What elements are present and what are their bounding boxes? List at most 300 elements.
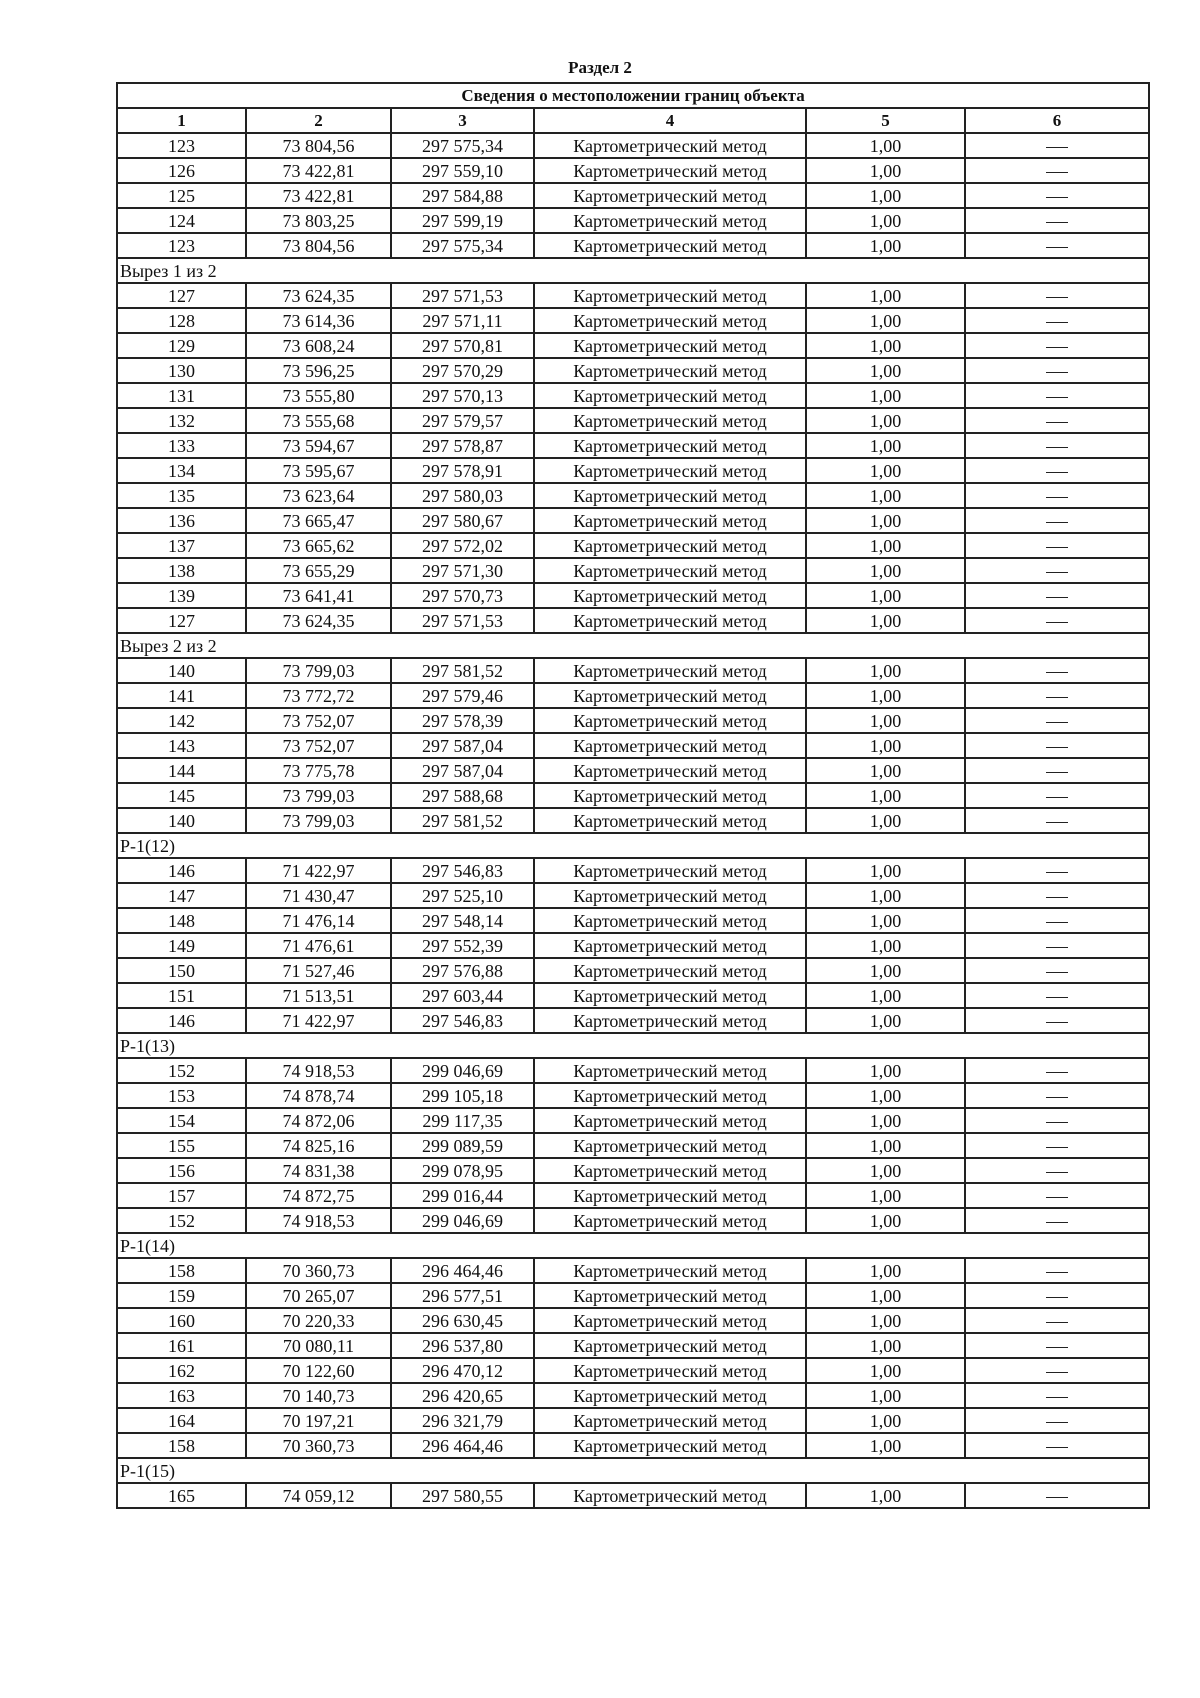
table-row — [117, 1008, 1149, 1033]
y-coordinate-cell: 297 572,02 — [391, 533, 534, 558]
method-cell: Картометрический метод — [534, 333, 806, 358]
description-cell — [965, 458, 1149, 483]
method-cell: Картометрический метод — [534, 533, 806, 558]
accuracy-cell: 1,00 — [806, 308, 965, 333]
description-cell — [965, 408, 1149, 433]
y-coordinate-cell: 297 570,81 — [391, 333, 534, 358]
table-row — [117, 908, 1149, 933]
table-row — [117, 308, 1149, 333]
description-cell — [965, 1283, 1149, 1308]
y-coordinate-cell: 297 581,52 — [391, 658, 534, 683]
point-number-cell: 126 — [117, 158, 246, 183]
dash-mark — [1046, 1172, 1068, 1173]
x-coordinate-cell: 73 624,35 — [246, 283, 391, 308]
point-number-cell: 129 — [117, 333, 246, 358]
accuracy-cell: 1,00 — [806, 358, 965, 383]
method-cell: Картометрический метод — [534, 433, 806, 458]
description-cell — [965, 883, 1149, 908]
dash-mark — [1046, 222, 1068, 223]
x-coordinate-cell: 73 772,72 — [246, 683, 391, 708]
y-coordinate-cell: 297 587,04 — [391, 758, 534, 783]
method-cell: Картометрический метод — [534, 1283, 806, 1308]
accuracy-cell: 1,00 — [806, 233, 965, 258]
point-number-cell: 123 — [117, 233, 246, 258]
x-coordinate-cell: 73 608,24 — [246, 333, 391, 358]
point-number-cell: 149 — [117, 933, 246, 958]
point-number-cell: 139 — [117, 583, 246, 608]
x-coordinate-cell: 73 595,67 — [246, 458, 391, 483]
dash-mark — [1046, 522, 1068, 523]
column-header-row — [117, 108, 1149, 133]
point-number-cell: 151 — [117, 983, 246, 1008]
column-header-2: 2 — [246, 108, 391, 133]
y-coordinate-cell: 297 580,67 — [391, 508, 534, 533]
dash-mark — [1046, 172, 1068, 173]
dash-mark — [1046, 147, 1068, 148]
accuracy-cell: 1,00 — [806, 133, 965, 158]
method-cell: Картометрический метод — [534, 183, 806, 208]
method-cell: Картометрический метод — [534, 933, 806, 958]
y-coordinate-cell: 297 578,87 — [391, 433, 534, 458]
table-row — [117, 283, 1149, 308]
dash-mark — [1046, 997, 1068, 998]
point-number-cell: 165 — [117, 1483, 246, 1508]
dash-mark — [1046, 1372, 1068, 1373]
x-coordinate-cell: 73 804,56 — [246, 133, 391, 158]
dash-mark — [1046, 1122, 1068, 1123]
dash-mark — [1046, 1322, 1068, 1323]
dash-mark — [1046, 297, 1068, 298]
accuracy-cell: 1,00 — [806, 1383, 965, 1408]
dash-mark — [1046, 1072, 1068, 1073]
x-coordinate-cell: 71 430,47 — [246, 883, 391, 908]
point-number-cell: 158 — [117, 1258, 246, 1283]
y-coordinate-cell: 297 525,10 — [391, 883, 534, 908]
method-cell: Картометрический метод — [534, 1183, 806, 1208]
x-coordinate-cell: 73 596,25 — [246, 358, 391, 383]
point-number-cell: 148 — [117, 908, 246, 933]
table-row — [117, 158, 1149, 183]
accuracy-cell: 1,00 — [806, 283, 965, 308]
table-row — [117, 183, 1149, 208]
description-cell — [965, 583, 1149, 608]
method-cell: Картометрический метод — [534, 483, 806, 508]
table-row — [117, 708, 1149, 733]
table-row — [117, 808, 1149, 833]
table-row — [117, 208, 1149, 233]
accuracy-cell: 1,00 — [806, 983, 965, 1008]
x-coordinate-cell: 71 422,97 — [246, 1008, 391, 1033]
table-row — [117, 458, 1149, 483]
table-row — [117, 508, 1149, 533]
x-coordinate-cell: 73 799,03 — [246, 783, 391, 808]
x-coordinate-cell: 74 831,38 — [246, 1158, 391, 1183]
point-number-cell: 138 — [117, 558, 246, 583]
accuracy-cell: 1,00 — [806, 533, 965, 558]
point-number-cell: 146 — [117, 858, 246, 883]
contour-section-row — [117, 1033, 1149, 1058]
accuracy-cell: 1,00 — [806, 1083, 965, 1108]
x-coordinate-cell: 70 360,73 — [246, 1258, 391, 1283]
method-cell: Картометрический метод — [534, 1333, 806, 1358]
method-cell: Картометрический метод — [534, 1008, 806, 1033]
accuracy-cell: 1,00 — [806, 758, 965, 783]
description-cell — [965, 1083, 1149, 1108]
dash-mark — [1046, 872, 1068, 873]
method-cell: Картометрический метод — [534, 808, 806, 833]
description-cell — [965, 1108, 1149, 1133]
y-coordinate-cell: 297 580,03 — [391, 483, 534, 508]
x-coordinate-cell: 73 799,03 — [246, 808, 391, 833]
method-cell: Картометрический метод — [534, 1358, 806, 1383]
method-cell: Картометрический метод — [534, 1408, 806, 1433]
description-cell — [965, 1158, 1149, 1183]
description-cell — [965, 208, 1149, 233]
table-row — [117, 583, 1149, 608]
dash-mark — [1046, 822, 1068, 823]
y-coordinate-cell: 297 546,83 — [391, 1008, 534, 1033]
dash-mark — [1046, 547, 1068, 548]
table-row — [117, 958, 1149, 983]
x-coordinate-cell: 70 122,60 — [246, 1358, 391, 1383]
point-number-cell: 152 — [117, 1208, 246, 1233]
x-coordinate-cell: 73 624,35 — [246, 608, 391, 633]
dash-mark — [1046, 972, 1068, 973]
dash-mark — [1046, 1022, 1068, 1023]
y-coordinate-cell: 299 078,95 — [391, 1158, 534, 1183]
point-number-cell: 124 — [117, 208, 246, 233]
description-cell — [965, 1433, 1149, 1458]
dash-mark — [1046, 1147, 1068, 1148]
dash-mark — [1046, 1422, 1068, 1423]
accuracy-cell: 1,00 — [806, 1008, 965, 1033]
point-number-cell: 142 — [117, 708, 246, 733]
y-coordinate-cell: 297 570,73 — [391, 583, 534, 608]
method-cell: Картометрический метод — [534, 508, 806, 533]
description-cell — [965, 783, 1149, 808]
x-coordinate-cell: 74 825,16 — [246, 1133, 391, 1158]
table-row — [117, 1383, 1149, 1408]
accuracy-cell: 1,00 — [806, 208, 965, 233]
dash-mark — [1046, 497, 1068, 498]
method-cell: Картометрический метод — [534, 1308, 806, 1333]
y-coordinate-cell: 297 584,88 — [391, 183, 534, 208]
y-coordinate-cell: 297 552,39 — [391, 933, 534, 958]
table-row — [117, 658, 1149, 683]
x-coordinate-cell: 74 872,75 — [246, 1183, 391, 1208]
table-row — [117, 858, 1149, 883]
y-coordinate-cell: 297 599,19 — [391, 208, 534, 233]
x-coordinate-cell: 70 360,73 — [246, 1433, 391, 1458]
description-cell — [965, 933, 1149, 958]
dash-mark — [1046, 722, 1068, 723]
method-cell: Картометрический метод — [534, 683, 806, 708]
point-number-cell: 160 — [117, 1308, 246, 1333]
point-number-cell: 140 — [117, 808, 246, 833]
contour-section-row — [117, 1233, 1149, 1258]
x-coordinate-cell: 74 059,12 — [246, 1483, 391, 1508]
x-coordinate-cell: 73 614,36 — [246, 308, 391, 333]
x-coordinate-cell: 74 918,53 — [246, 1208, 391, 1233]
point-number-cell: 127 — [117, 608, 246, 633]
column-header-5: 5 — [806, 108, 965, 133]
description-cell — [965, 1408, 1149, 1433]
y-coordinate-cell: 296 464,46 — [391, 1433, 534, 1458]
description-cell — [965, 958, 1149, 983]
description-cell — [965, 483, 1149, 508]
method-cell: Картометрический метод — [534, 958, 806, 983]
y-coordinate-cell: 299 089,59 — [391, 1133, 534, 1158]
table-row — [117, 1283, 1149, 1308]
description-cell — [965, 558, 1149, 583]
description-cell — [965, 733, 1149, 758]
method-cell: Картометрический метод — [534, 1058, 806, 1083]
table-row — [117, 783, 1149, 808]
point-number-cell: 164 — [117, 1408, 246, 1433]
table-row — [117, 983, 1149, 1008]
y-coordinate-cell: 299 046,69 — [391, 1208, 534, 1233]
x-coordinate-cell: 73 752,07 — [246, 708, 391, 733]
point-number-cell: 161 — [117, 1333, 246, 1358]
method-cell: Картометрический метод — [534, 783, 806, 808]
accuracy-cell: 1,00 — [806, 1333, 965, 1358]
dash-mark — [1046, 747, 1068, 748]
description-cell — [965, 508, 1149, 533]
point-number-cell: 128 — [117, 308, 246, 333]
x-coordinate-cell: 71 527,46 — [246, 958, 391, 983]
y-coordinate-cell: 299 016,44 — [391, 1183, 534, 1208]
method-cell: Картометрический метод — [534, 133, 806, 158]
point-number-cell: 157 — [117, 1183, 246, 1208]
description-cell — [965, 333, 1149, 358]
y-coordinate-cell: 297 579,46 — [391, 683, 534, 708]
x-coordinate-cell: 73 555,80 — [246, 383, 391, 408]
accuracy-cell: 1,00 — [806, 1183, 965, 1208]
column-header-1: 1 — [117, 108, 246, 133]
method-cell: Картометрический метод — [534, 758, 806, 783]
x-coordinate-cell: 74 872,06 — [246, 1108, 391, 1133]
y-coordinate-cell: 297 571,30 — [391, 558, 534, 583]
description-cell — [965, 1183, 1149, 1208]
column-header-4: 4 — [534, 108, 806, 133]
dash-mark — [1046, 772, 1068, 773]
dash-mark — [1046, 1497, 1068, 1498]
y-coordinate-cell: 296 577,51 — [391, 1283, 534, 1308]
x-coordinate-cell: 71 422,97 — [246, 858, 391, 883]
description-cell — [965, 1358, 1149, 1383]
method-cell: Картометрический метод — [534, 233, 806, 258]
point-number-cell: 154 — [117, 1108, 246, 1133]
point-number-cell: 137 — [117, 533, 246, 558]
y-coordinate-cell: 297 580,55 — [391, 1483, 534, 1508]
y-coordinate-cell: 296 630,45 — [391, 1308, 534, 1333]
method-cell: Картометрический метод — [534, 1258, 806, 1283]
x-coordinate-cell: 70 080,11 — [246, 1333, 391, 1358]
table-caption: Сведения о местоположении границ объекта — [117, 83, 1149, 108]
y-coordinate-cell: 297 546,83 — [391, 858, 534, 883]
description-cell — [965, 1383, 1149, 1408]
y-coordinate-cell: 297 559,10 — [391, 158, 534, 183]
x-coordinate-cell: 73 655,29 — [246, 558, 391, 583]
dash-mark — [1046, 247, 1068, 248]
y-coordinate-cell: 297 581,52 — [391, 808, 534, 833]
table-row — [117, 1258, 1149, 1283]
y-coordinate-cell: 296 537,80 — [391, 1333, 534, 1358]
table-row — [117, 383, 1149, 408]
dash-mark — [1046, 1397, 1068, 1398]
accuracy-cell: 1,00 — [806, 1283, 965, 1308]
table-row — [117, 1208, 1149, 1233]
point-number-cell: 158 — [117, 1433, 246, 1458]
point-number-cell: 134 — [117, 458, 246, 483]
point-number-cell: 150 — [117, 958, 246, 983]
dash-mark — [1046, 797, 1068, 798]
contour-section-row — [117, 258, 1149, 283]
method-cell: Картометрический метод — [534, 383, 806, 408]
method-cell: Картометрический метод — [534, 1208, 806, 1233]
dash-mark — [1046, 197, 1068, 198]
dash-mark — [1046, 1447, 1068, 1448]
table-row — [117, 558, 1149, 583]
y-coordinate-cell: 299 105,18 — [391, 1083, 534, 1108]
description-cell — [965, 1333, 1149, 1358]
x-coordinate-cell: 71 513,51 — [246, 983, 391, 1008]
point-number-cell: 123 — [117, 133, 246, 158]
y-coordinate-cell: 297 587,04 — [391, 733, 534, 758]
point-number-cell: 147 — [117, 883, 246, 908]
y-coordinate-cell: 297 603,44 — [391, 983, 534, 1008]
point-number-cell: 159 — [117, 1283, 246, 1308]
point-number-cell: 135 — [117, 483, 246, 508]
method-cell: Картометрический метод — [534, 858, 806, 883]
contour-section-label: Р-1(13) — [117, 1033, 1149, 1058]
x-coordinate-cell: 71 476,61 — [246, 933, 391, 958]
description-cell — [965, 1308, 1149, 1333]
y-coordinate-cell: 297 579,57 — [391, 408, 534, 433]
description-cell — [965, 1133, 1149, 1158]
accuracy-cell: 1,00 — [806, 1133, 965, 1158]
x-coordinate-cell: 73 799,03 — [246, 658, 391, 683]
point-number-cell: 155 — [117, 1133, 246, 1158]
method-cell: Картометрический метод — [534, 883, 806, 908]
method-cell: Картометрический метод — [534, 908, 806, 933]
accuracy-cell: 1,00 — [806, 1408, 965, 1433]
y-coordinate-cell: 299 046,69 — [391, 1058, 534, 1083]
description-cell — [965, 383, 1149, 408]
x-coordinate-cell: 73 594,67 — [246, 433, 391, 458]
method-cell: Картометрический метод — [534, 1108, 806, 1133]
point-number-cell: 146 — [117, 1008, 246, 1033]
method-cell: Картометрический метод — [534, 308, 806, 333]
accuracy-cell: 1,00 — [806, 1258, 965, 1283]
table-caption-row — [117, 83, 1149, 108]
point-number-cell: 140 — [117, 658, 246, 683]
dash-mark — [1046, 347, 1068, 348]
x-coordinate-cell: 73 641,41 — [246, 583, 391, 608]
table-row — [117, 1358, 1149, 1383]
dash-mark — [1046, 1347, 1068, 1348]
accuracy-cell: 1,00 — [806, 433, 965, 458]
table-row — [117, 1483, 1149, 1508]
accuracy-cell: 1,00 — [806, 408, 965, 433]
method-cell: Картометрический метод — [534, 658, 806, 683]
table-row — [117, 733, 1149, 758]
accuracy-cell: 1,00 — [806, 1058, 965, 1083]
point-number-cell: 152 — [117, 1058, 246, 1083]
boundary-coordinates-table — [116, 82, 1150, 1509]
method-cell: Картометрический метод — [534, 1133, 806, 1158]
x-coordinate-cell: 74 878,74 — [246, 1083, 391, 1108]
description-cell — [965, 183, 1149, 208]
point-number-cell: 162 — [117, 1358, 246, 1383]
table-row — [117, 483, 1149, 508]
dash-mark — [1046, 1222, 1068, 1223]
accuracy-cell: 1,00 — [806, 658, 965, 683]
accuracy-cell: 1,00 — [806, 783, 965, 808]
dash-mark — [1046, 472, 1068, 473]
y-coordinate-cell: 297 571,53 — [391, 283, 534, 308]
method-cell: Картометрический метод — [534, 208, 806, 233]
accuracy-cell: 1,00 — [806, 808, 965, 833]
table-row — [117, 1133, 1149, 1158]
column-header-6: 6 — [965, 108, 1149, 133]
point-number-cell: 143 — [117, 733, 246, 758]
x-coordinate-cell: 70 140,73 — [246, 1383, 391, 1408]
table-row — [117, 533, 1149, 558]
dash-mark — [1046, 1272, 1068, 1273]
description-cell — [965, 1008, 1149, 1033]
method-cell: Картометрический метод — [534, 708, 806, 733]
dash-mark — [1046, 1297, 1068, 1298]
description-cell — [965, 858, 1149, 883]
point-number-cell: 127 — [117, 283, 246, 308]
description-cell — [965, 608, 1149, 633]
table-row — [117, 1408, 1149, 1433]
x-coordinate-cell: 73 422,81 — [246, 158, 391, 183]
dash-mark — [1046, 372, 1068, 373]
method-cell: Картометрический метод — [534, 1383, 806, 1408]
y-coordinate-cell: 297 588,68 — [391, 783, 534, 808]
x-coordinate-cell: 71 476,14 — [246, 908, 391, 933]
dash-mark — [1046, 422, 1068, 423]
column-header-3: 3 — [391, 108, 534, 133]
dash-mark — [1046, 897, 1068, 898]
method-cell: Картометрический метод — [534, 1483, 806, 1508]
table-row — [117, 358, 1149, 383]
y-coordinate-cell: 296 470,12 — [391, 1358, 534, 1383]
table-row — [117, 1308, 1149, 1333]
accuracy-cell: 1,00 — [806, 1483, 965, 1508]
description-cell — [965, 533, 1149, 558]
y-coordinate-cell: 297 575,34 — [391, 233, 534, 258]
dash-mark — [1046, 1197, 1068, 1198]
x-coordinate-cell: 74 918,53 — [246, 1058, 391, 1083]
table-row — [117, 1333, 1149, 1358]
point-number-cell: 136 — [117, 508, 246, 533]
contour-section-row — [117, 1458, 1149, 1483]
accuracy-cell: 1,00 — [806, 1308, 965, 1333]
accuracy-cell: 1,00 — [806, 183, 965, 208]
accuracy-cell: 1,00 — [806, 908, 965, 933]
table-row — [117, 1158, 1149, 1183]
description-cell — [965, 358, 1149, 383]
description-cell — [965, 233, 1149, 258]
method-cell: Картометрический метод — [534, 1158, 806, 1183]
contour-section-label: Вырез 2 из 2 — [117, 633, 1149, 658]
description-cell — [965, 158, 1149, 183]
dash-mark — [1046, 947, 1068, 948]
contour-section-label: Вырез 1 из 2 — [117, 258, 1149, 283]
